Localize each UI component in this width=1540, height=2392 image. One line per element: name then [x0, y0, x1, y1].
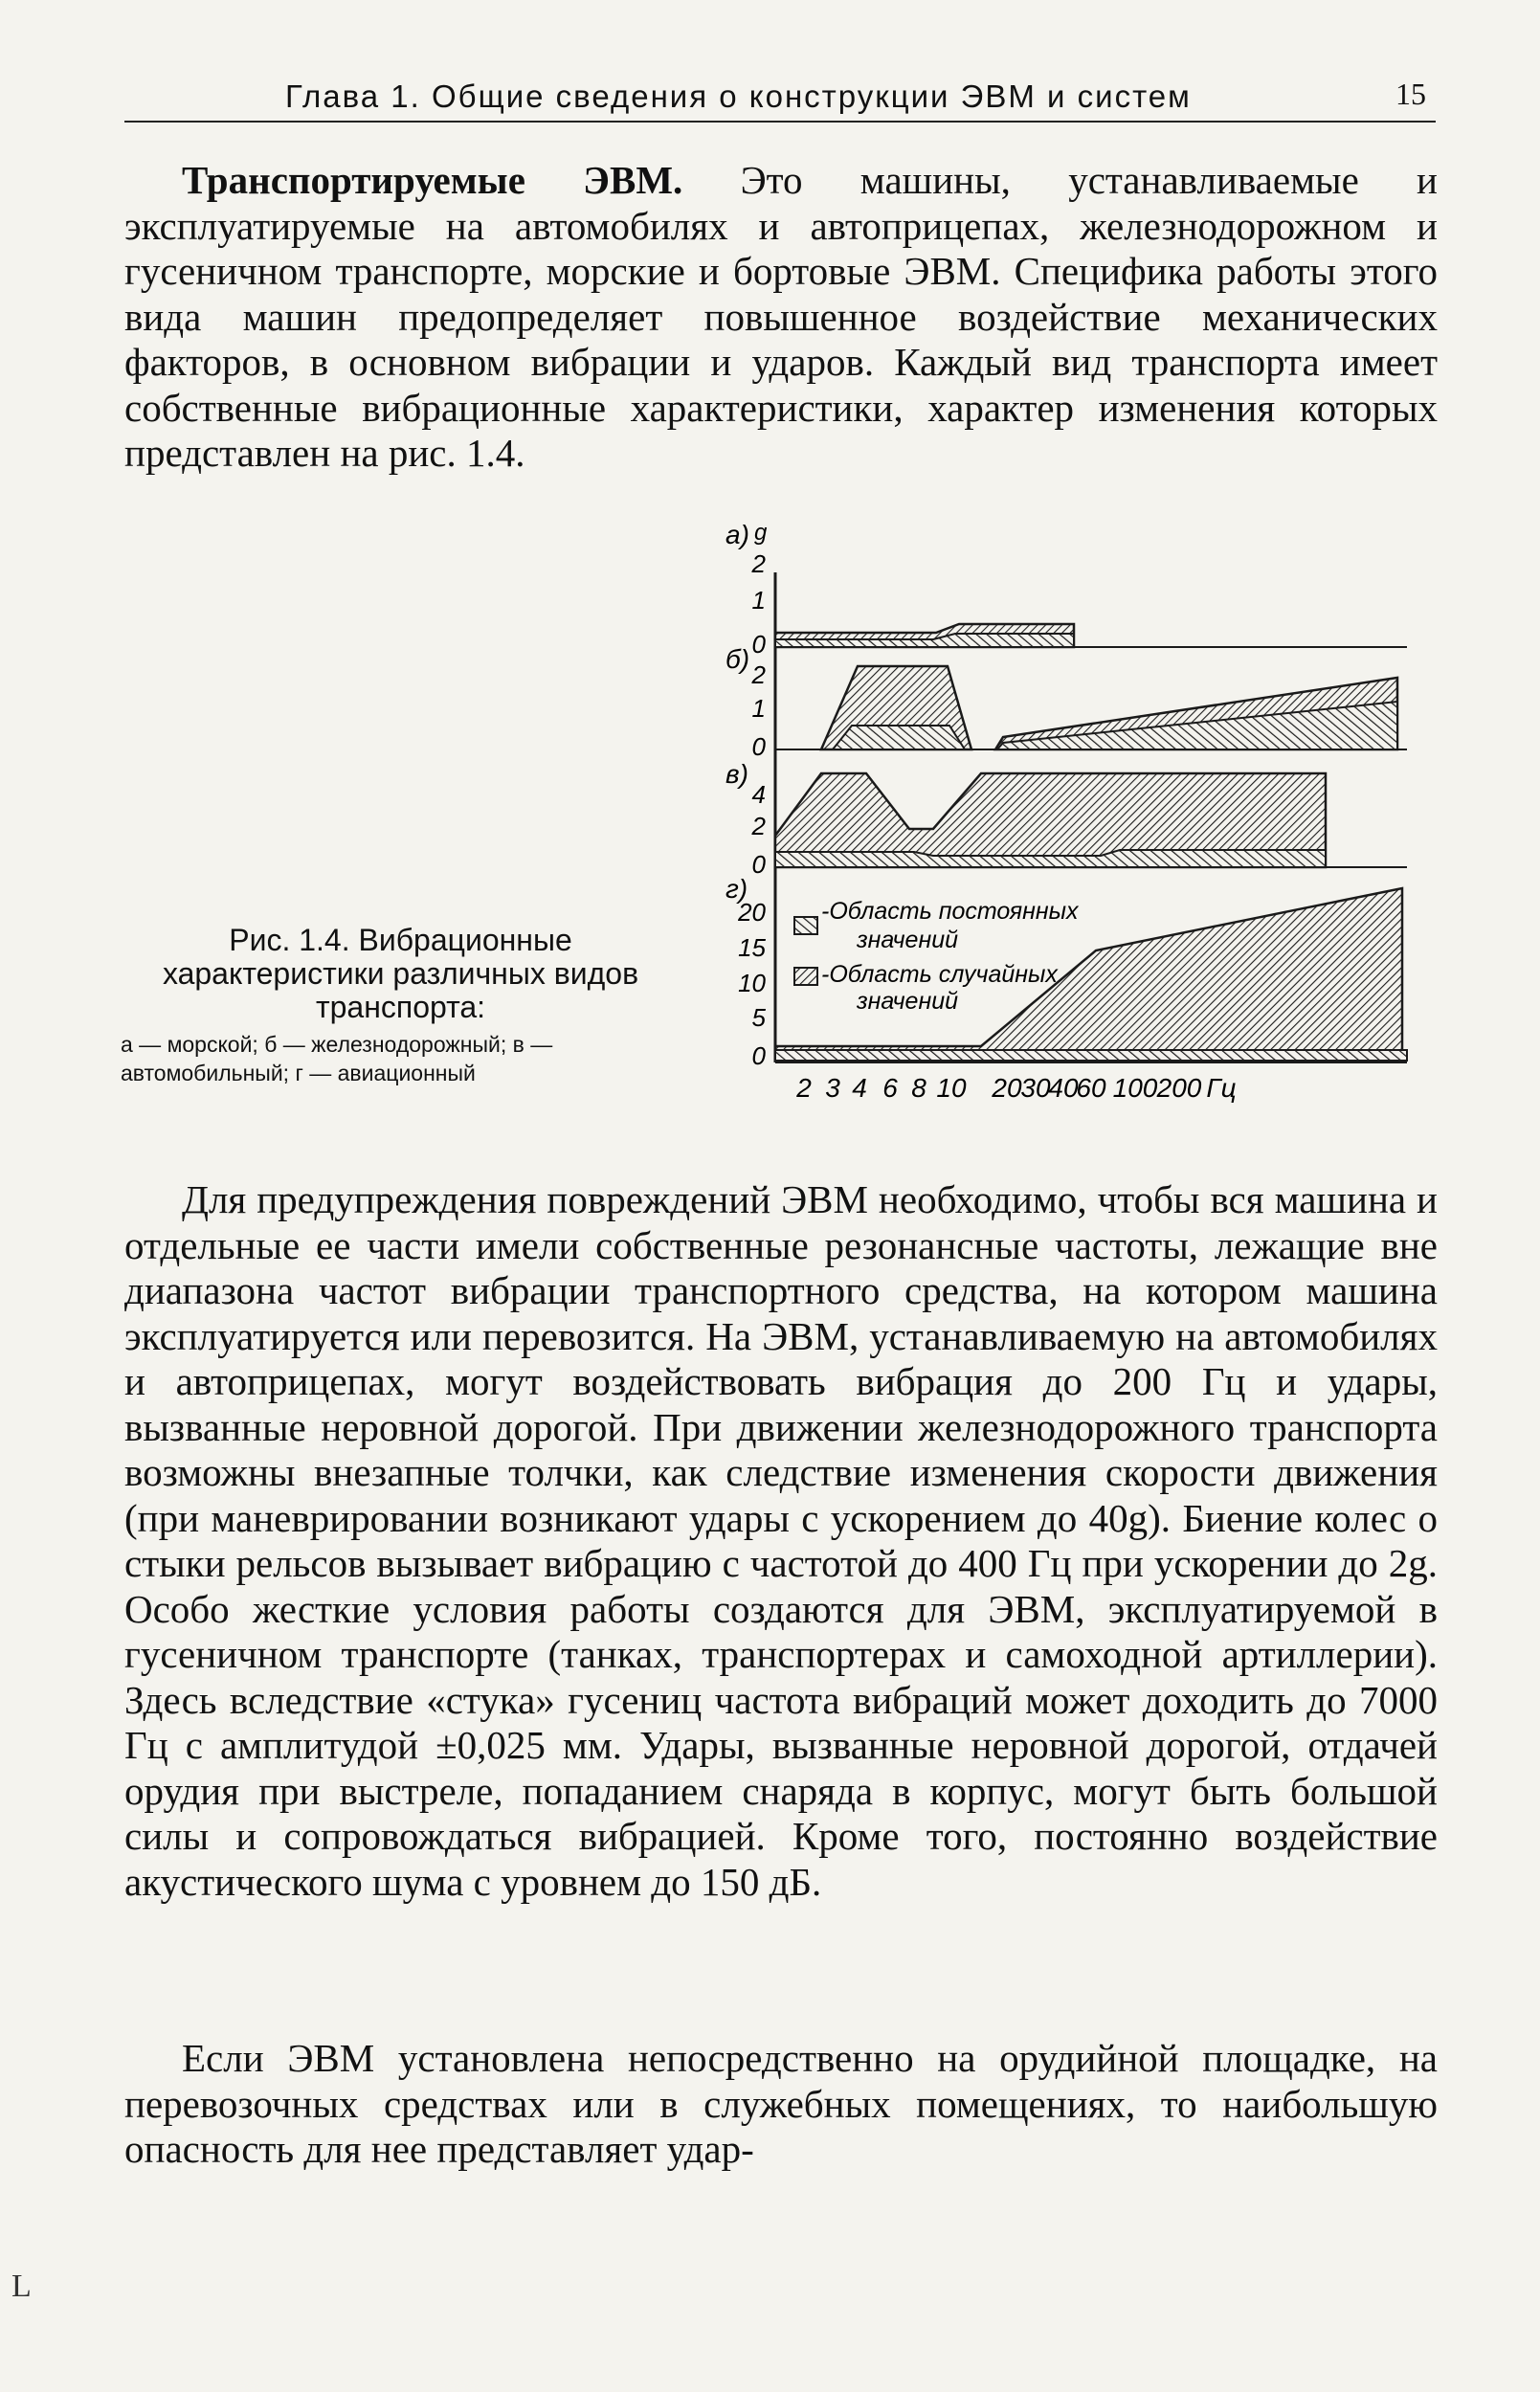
panel-label-v: в) — [725, 759, 748, 789]
x-tick-label: 6 — [882, 1073, 898, 1103]
x-tick-label: 20 — [992, 1073, 1022, 1103]
y-tick-g: 15 — [738, 933, 766, 962]
y-tick-g: 0 — [751, 1041, 766, 1070]
paragraph-gun-platform: Если ЭВМ установлена непосредственно на орудийной площадке, на перевозочных средствах или в служебных помещениях, то наибольшую опасность для нее представляет удар- — [124, 2036, 1438, 2171]
vibration-chart — [699, 525, 1455, 1108]
x-tick-label: 3 — [825, 1073, 840, 1103]
y-tick-a: 2 — [751, 549, 766, 578]
paragraph-damage-prevention: Для предупреждения повреждений ЭВМ необходимо, чтобы вся машина и отдельные ее части имели собственные резонансные частоты, лежащие вне диапазона частот вибрации транспортного средства, на котором машина эксплуатируется или перевозится. На ЭВМ, устанавливаемую на автомобилях и автоприцепах, могут воздействовать вибрация до 200 Гц и удары, вызванные неровной дорогой. При движении железнодорожного транспорта возможны внезапные толчки, как следствие изменения скорости движения (при маневрировании возникают удары с ускорением до 40g). Биение колес о стыки рельсов вызывает вибрацию с частотой до 400 Гц при ускорении до 2g. Особо жесткие условия работы создаются для ЭВМ, эксплуатируемой в гусеничном транспорте (танках, транспортерах и самоходной артиллерии). Здесь вследствие «стука» гусениц частота вибраций может доходить до 7000 Гц с амплитудой ±0,025 мм. Удары, вызванные неровной дорогой, отдачей орудия при выстреле, попаданием снаряда в корпус, могут быть большой силы и сопровождаться вибрацией. Кроме того, постоянно воздействие акустического шума с уровнем до 150 дБ. — [124, 1177, 1438, 1904]
figure-vibration-characteristics — [699, 525, 1455, 1108]
legend-label-random: -Область случайных значений — [821, 961, 1058, 1015]
y-tick-g: 10 — [738, 969, 766, 997]
panel-b-railway — [821, 666, 1397, 749]
running-header — [124, 75, 1436, 123]
legend-label-constant: -Область постоянных значений — [821, 898, 1079, 953]
y-tick-b: 1 — [751, 694, 766, 723]
x-tick-label: 100 — [1112, 1073, 1158, 1103]
legend-swatch-constant — [794, 917, 817, 934]
caption-legend: а — морской; б — железнодорожный; в — автомобильный; г — авиационный — [121, 1032, 553, 1085]
panel-label-g: г) — [725, 874, 748, 904]
x-tick-label: 30 — [1020, 1073, 1051, 1103]
x-tick-label: 60 — [1076, 1073, 1106, 1103]
caption-title: Рис. 1.4. Вибрационные характеристики различных видов транспорта: — [162, 923, 639, 1024]
y-tick-g: 20 — [738, 898, 766, 927]
y-tick-a: 1 — [751, 586, 766, 615]
x-tick-label: 8 — [911, 1073, 926, 1103]
figure-caption — [121, 924, 681, 1087]
x-tick-label: 4 — [852, 1073, 867, 1103]
x-tick-label: 2 — [796, 1073, 812, 1103]
panel-a-marine — [775, 624, 1074, 647]
x-tick-label: Гц — [1206, 1073, 1237, 1103]
y-tick-b: 0 — [751, 732, 766, 761]
panel-label-b: б) — [725, 644, 750, 674]
y-tick-v: 4 — [751, 780, 766, 809]
y-unit-label: g — [754, 525, 768, 546]
chapter-title: Глава 1. Общие сведения о конструкции ЭВМ и систем — [285, 78, 1192, 114]
y-tick-a: 0 — [751, 630, 766, 659]
x-tick-label: 10 — [936, 1073, 967, 1103]
x-tick-label: 40 — [1048, 1073, 1079, 1103]
x-tick-label: 200 — [1156, 1073, 1202, 1103]
paragraph-transportable — [124, 158, 1438, 477]
y-tick-b: 2 — [751, 660, 766, 689]
margin-mark: L — [11, 2269, 32, 2304]
y-tick-g: 5 — [751, 1003, 766, 1032]
paragraph-body: Это машины, устанавливаемые и эксплуатируемые на автомобилях и автоприцепах, железнодорожном и гусеничном транспорте, морские и бортовые ЭВМ. Специфика работы этого вида машин предопределяет повышенное воздействие механических факторов, в основном вибрации и ударов. Каждый вид транспорта имеет собственные вибрационные характеристики, характер изменения которых представлен на рис. 1.4. — [124, 158, 1438, 475]
page-number: 15 — [1395, 77, 1426, 111]
paragraph-lead-bold: Транспортируемые ЭВМ. — [182, 158, 683, 202]
panel-v-automobile — [775, 773, 1326, 867]
panel-label-a: а) — [725, 525, 749, 549]
y-tick-v: 0 — [751, 850, 766, 879]
legend-swatch-random — [794, 968, 817, 985]
y-tick-v: 2 — [751, 812, 766, 840]
